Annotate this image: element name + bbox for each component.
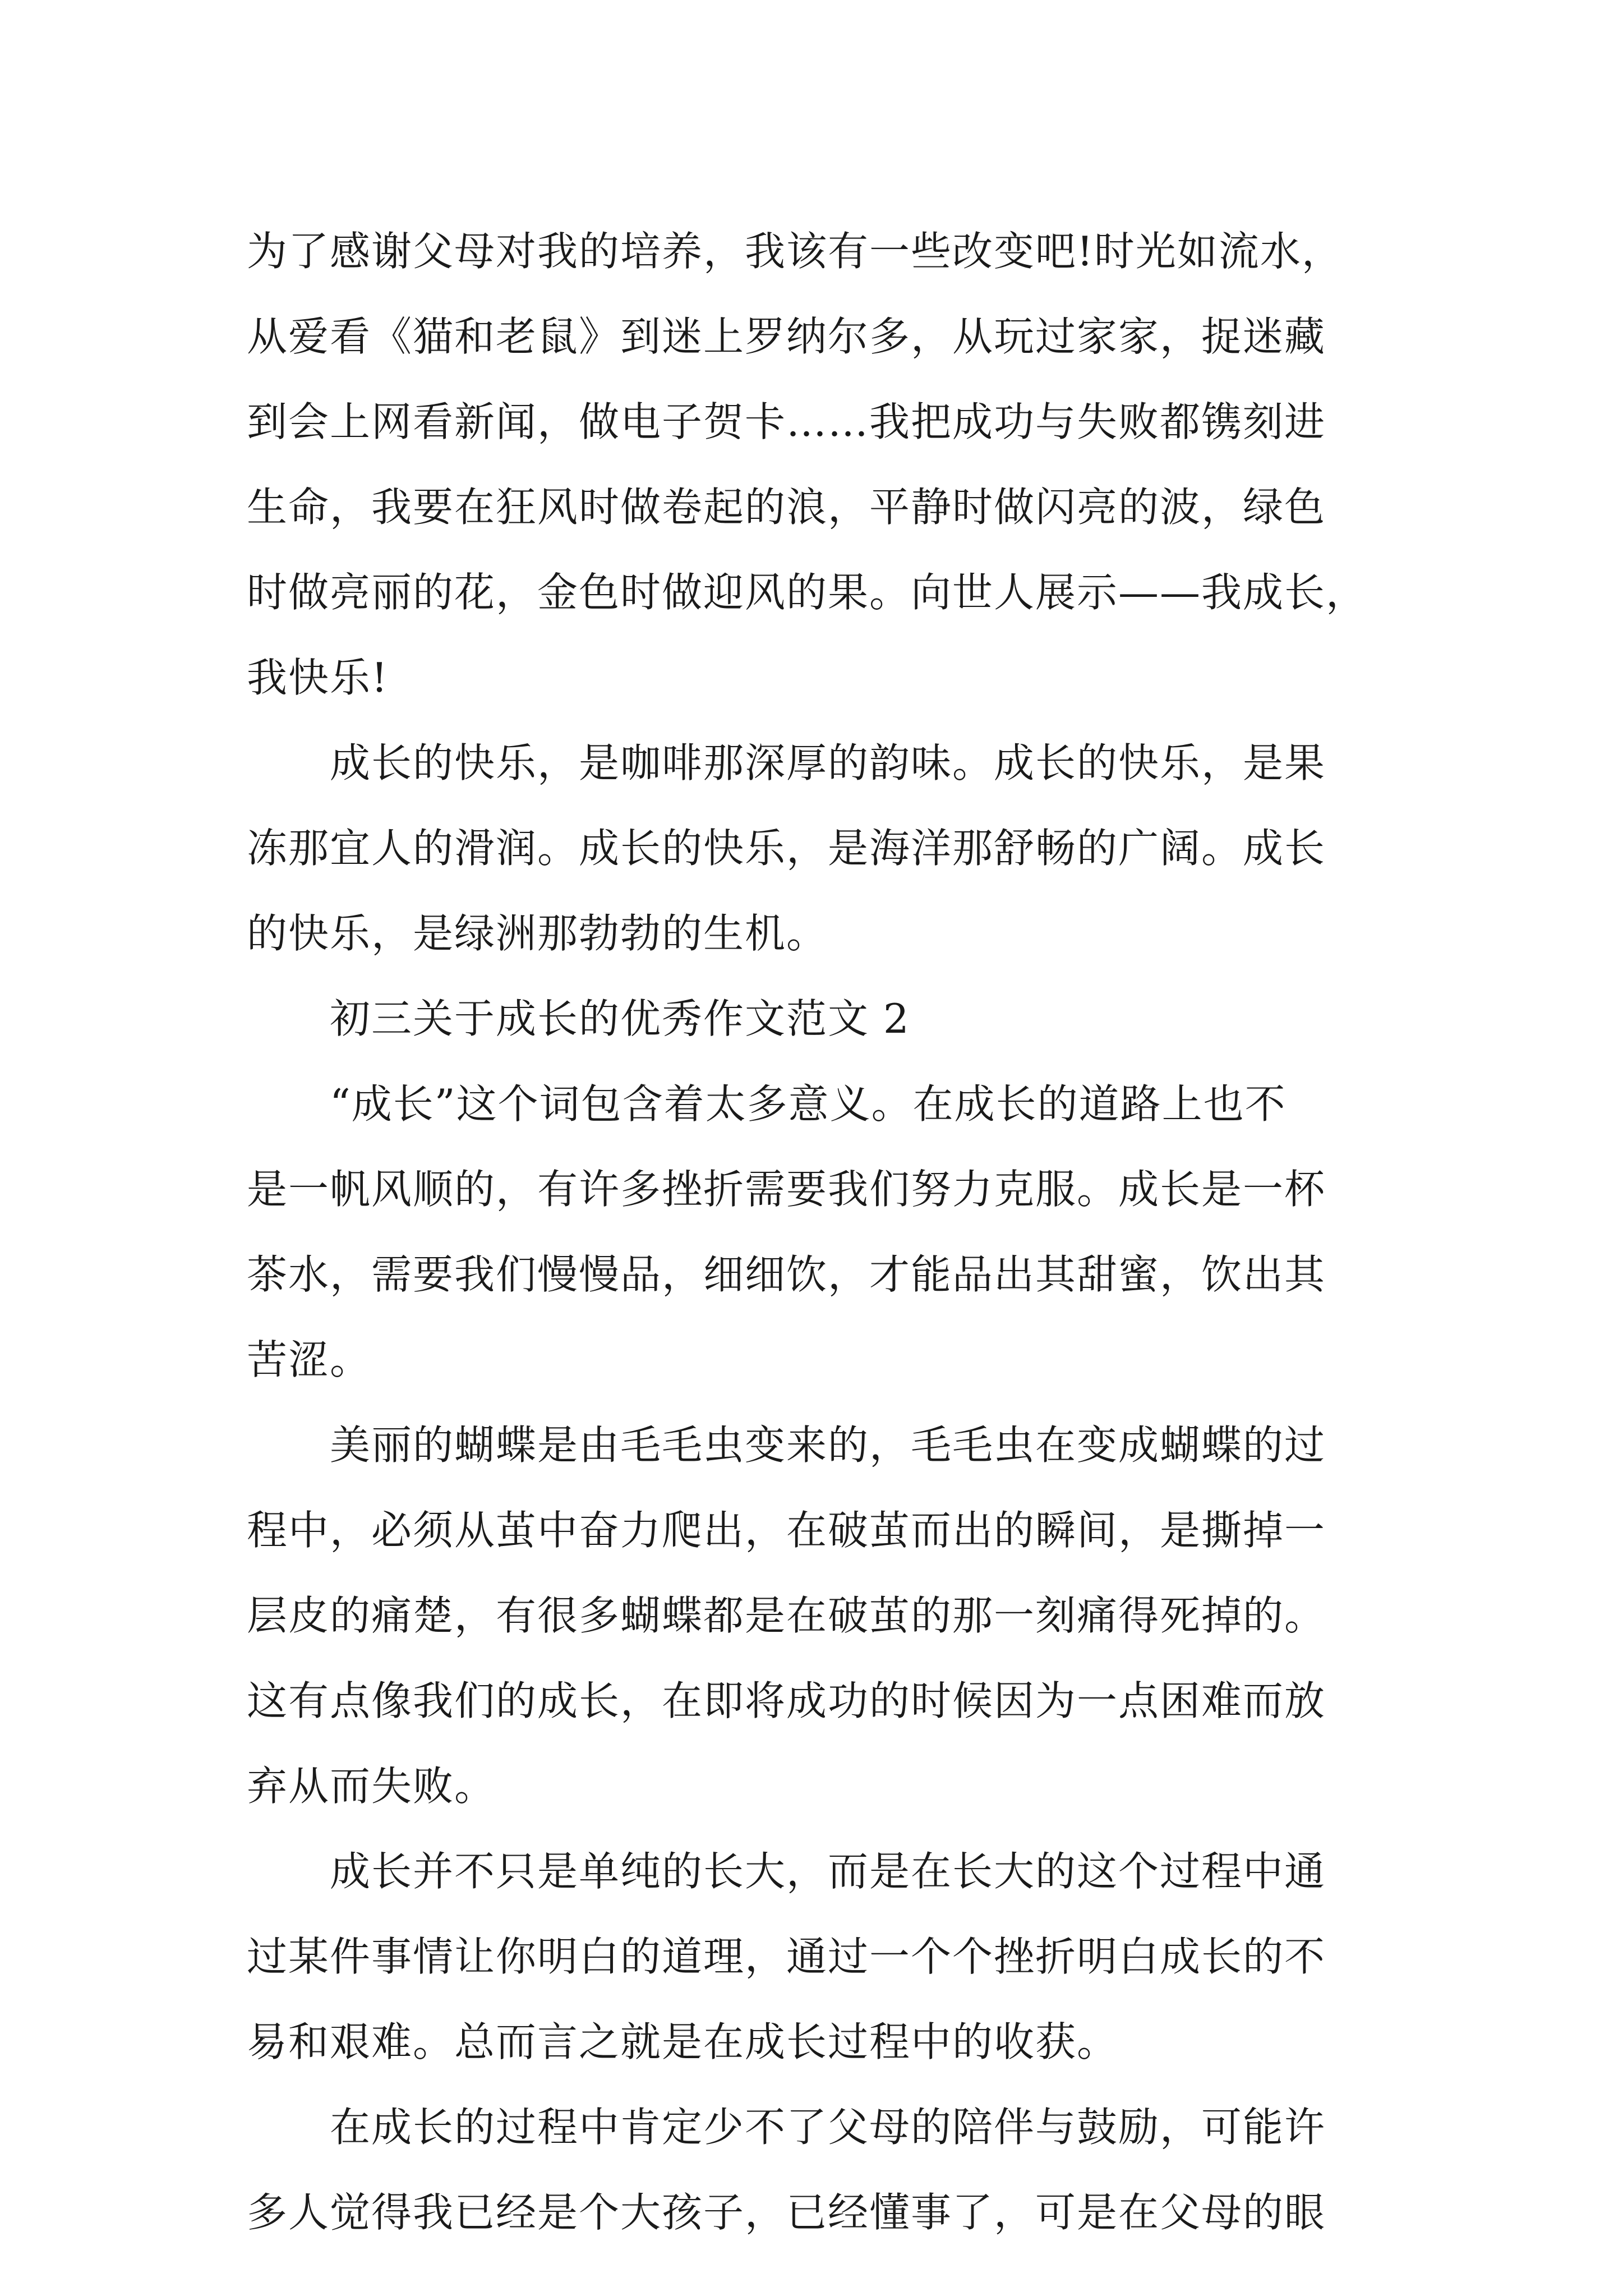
text-line: 弃从而失败。 xyxy=(247,1763,496,1810)
text-line: 时做亮丽的花，金色时做迎风的果。向世人展示——我成长， xyxy=(247,569,1368,616)
text-line: 程中，必须从茧中奋力爬出，在破茧而出的瞬间，是撕掉一 xyxy=(247,1507,1326,1554)
paragraph-first-line: 成长的快乐，是咖啡那深厚的韵味。成长的快乐，是果 xyxy=(330,739,1326,786)
text-line: 苦涩。 xyxy=(247,1336,372,1383)
text-line: 多人觉得我已经是个大孩子，已经懂事了，可是在父母的眼 xyxy=(247,2189,1326,2236)
text-line: 我快乐! xyxy=(247,654,389,701)
paragraph-first-line: 成长并不只是单纯的长大，而是在长大的这个过程中通 xyxy=(330,1848,1326,1895)
section-heading: 初三关于成长的优秀作文范文 2 xyxy=(330,995,910,1042)
text-line: 层皮的痛楚，有很多蝴蝶都是在破茧的那一刻痛得死掉的。 xyxy=(247,1592,1326,1639)
text-line: 是一帆风顺的，有许多挫折需要我们努力克服。成长是一杯 xyxy=(247,1166,1326,1213)
text-line: 易和艰难。总而言之就是在成长过程中的收获。 xyxy=(247,2018,1119,2065)
document-body xyxy=(247,209,1374,2255)
text-line: 冻那宜人的滑润。成长的快乐，是海洋那舒畅的广阔。成长 xyxy=(247,825,1326,872)
text-line: 为了感谢父母对我的培养，我该有一些改变吧!时光如流水， xyxy=(247,228,1343,275)
text-line: 从爱看《猫和老鼠》到迷上罗纳尔多，从玩过家家，捉迷藏 xyxy=(247,313,1326,360)
text-line: 的快乐，是绿洲那勃勃的生机。 xyxy=(247,910,828,957)
text-line: 茶水，需要我们慢慢品，细细饮，才能品出其甜蜜，饮出其 xyxy=(247,1251,1326,1298)
text-line: 过某件事情让你明白的道理，通过一个个挫折明白成长的不 xyxy=(247,1933,1326,1980)
text-line: 这有点像我们的成长，在即将成功的时候因为一点困难而放 xyxy=(247,1677,1326,1724)
paragraph-first-line: 美丽的蝴蝶是由毛毛虫变来的，毛毛虫在变成蝴蝶的过 xyxy=(330,1421,1326,1469)
paragraph-first-line: 在成长的过程中肯定少不了父母的陪伴与鼓励，可能许 xyxy=(330,2104,1326,2151)
paragraph-first-line: “成长”这个词包含着太多意义。在成长的道路上也不 xyxy=(330,1080,1287,1128)
text-line: 到会上网看新闻，做电子贺卡……我把成功与失败都镌刻进 xyxy=(247,398,1326,445)
text-line: 生命，我要在狂风时做卷起的浪，平静时做闪亮的波，绿色 xyxy=(247,484,1326,531)
